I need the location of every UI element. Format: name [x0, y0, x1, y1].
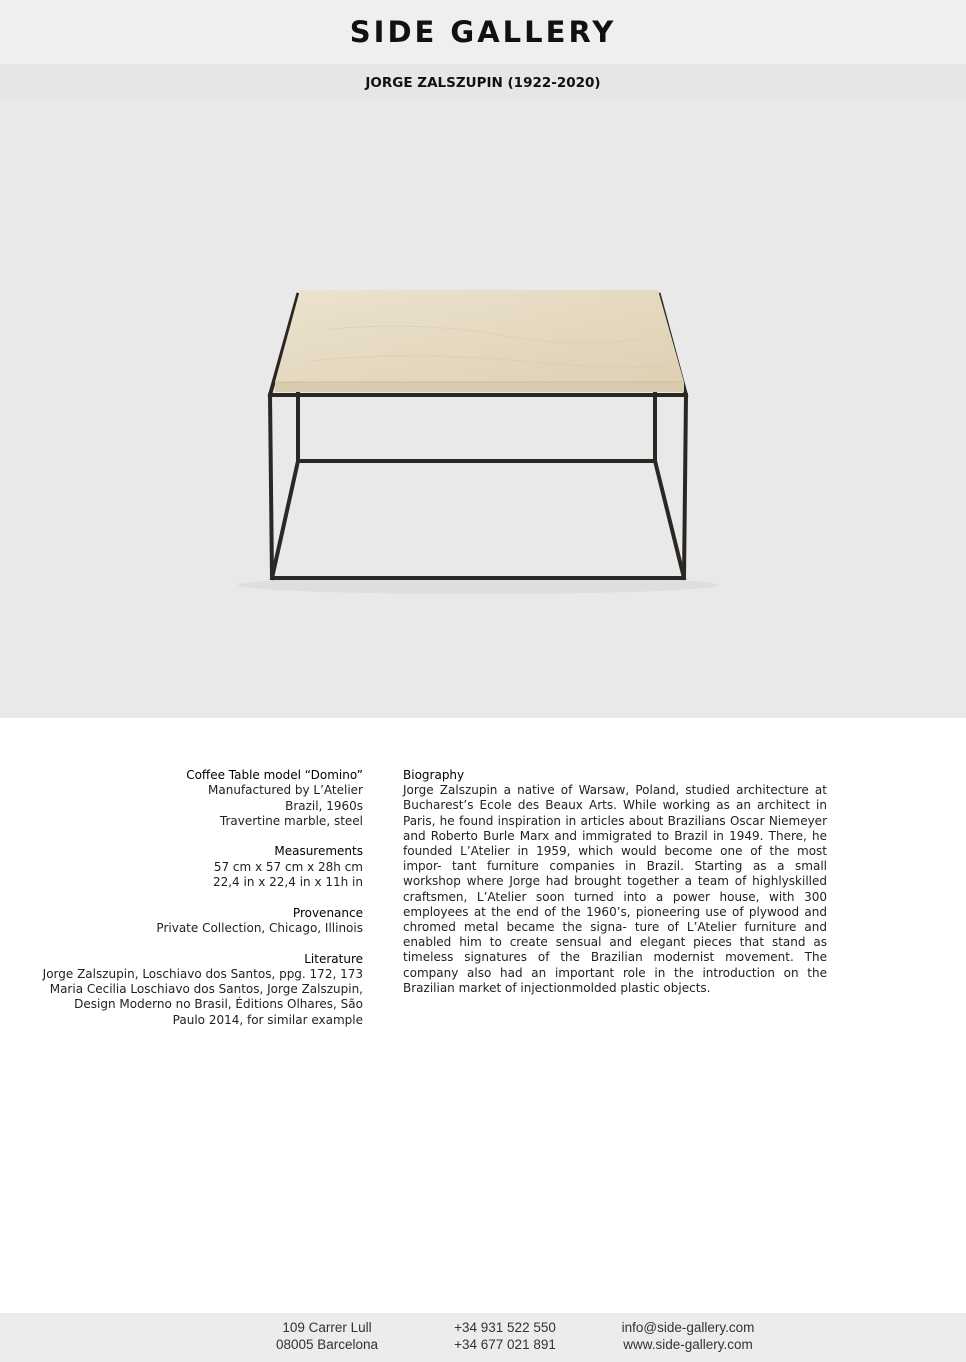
footer — [0, 1313, 966, 1362]
manufacturer-line: Manufactured by L’Atelier — [208, 783, 363, 798]
biography-heading: Biography — [403, 768, 465, 782]
footer-phones — [440, 1319, 570, 1353]
object-title: Coffee Table model “Domino” — [186, 768, 363, 782]
travertine-top — [275, 290, 684, 392]
designer-title: JORGE ZALSZUPIN (1922-2020) — [365, 75, 601, 91]
coffee-table-illustration — [0, 99, 966, 718]
measurements-metric: 57 cm x 57 cm x 28h cm — [213, 859, 363, 874]
designer-bar — [0, 64, 966, 99]
literature-line: Paulo 2014, for similar example — [172, 1012, 363, 1027]
address-city: 08005 Barcelona — [275, 1337, 379, 1352]
origin-line: Brazil, 1960s — [285, 798, 363, 813]
biography-text: Jorge Zalszupin a native of Warsaw, Poland, studied architecture at Bucharest’s Ecole des Beaux Arts. While working as an architect in Paris, he found inspiration in articles about Brazilians Oscar Niemeyer and Roberto Burle Marx and immigrated to Brazil in 1949. There, he founded L’Atelier in 1959, which would become one of the most impor- tant furniture companies in Brazil. Starting as a small workshop where Jorge had brought together a team of highlyskilled craftsmen, L’Atelier soon turned into a power house, with 300 employees at the end of the 1960’s, pioneering use of plywood and chromed metal became the signa- ture of L’Atelier furniture and enabled him to create sensual and elegant pieces that stand as timeless signatures of the Brazilian modernist movement. The company also had an important role in the introduction on the Brazilian market of injectionmolded plastic objects. — [403, 783, 827, 995]
literature-heading: Literature — [304, 951, 363, 966]
provenance-line: Private Collection, Chicago, Illinois — [156, 920, 363, 935]
biography-section — [403, 768, 827, 996]
phone-link[interactable]: +34 677 021 891 — [454, 1337, 556, 1352]
phone-link[interactable]: +34 931 522 550 — [454, 1320, 556, 1335]
material-line: Travertine marble, steel — [219, 813, 363, 828]
literature-line: Jorge Zalszupin, Loschiavo dos Santos, ppg. 172, 173 — [42, 966, 363, 981]
measurements-heading: Measurements — [274, 844, 363, 859]
measurements-imperial: 22,4 in x 22,4 in x 11h in — [212, 875, 363, 890]
masthead — [0, 0, 966, 64]
provenance-heading: Provenance — [292, 905, 363, 920]
literature-line: Design Moderno no Brasil, Éditions Olhares, São — [74, 997, 363, 1012]
footer-web — [608, 1319, 768, 1353]
footer-address — [262, 1319, 392, 1353]
address-street: 109 Carrer Lull — [282, 1320, 372, 1335]
literature-line: Maria Cecilia Loschiavo dos Santos, Jorge Zalszupin, — [49, 982, 363, 997]
website-link[interactable]: www.side-gallery.com — [623, 1337, 753, 1352]
object-details — [30, 768, 363, 1028]
gallery-logo: SIDE GALLERY — [349, 15, 617, 49]
product-photo — [0, 99, 966, 718]
email-link[interactable]: info@side-gallery.com — [621, 1320, 755, 1335]
